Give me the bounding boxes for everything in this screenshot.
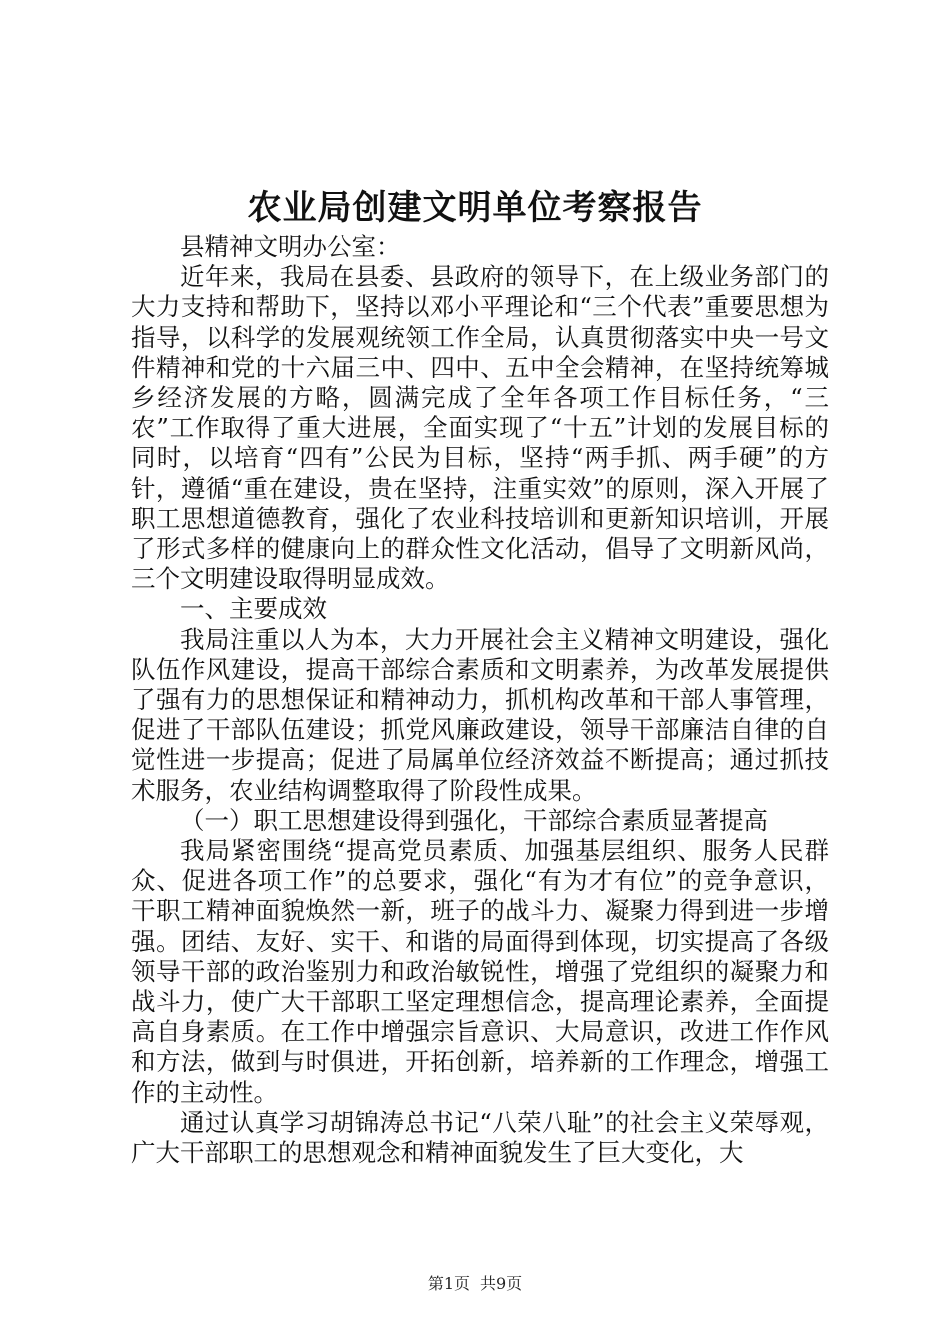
continuation-paragraph: 通过认真学习胡锦涛总书记“八荣八耻”的社会主义荣辱观，广大干部职工的思想观念和精神面貌发生了巨大变化，大 <box>131 1107 829 1168</box>
page-number: 第1页 <box>427 1274 470 1293</box>
page-total: 共9页 <box>480 1274 523 1293</box>
section-heading-main-results: 一、主要成效 <box>180 594 327 624</box>
document-title: 农业局创建文明单位考察报告 <box>247 188 703 228</box>
document-body <box>131 232 829 1168</box>
salutation: 县精神文明办公室： <box>180 232 401 261</box>
page-footer <box>0 1274 950 1294</box>
subsection-paragraph-staff-thought: 我局紧密围绕“提高党员素质、加强基层组织、服务人民群众、促进各项工作”的总要求，强化“有为才有位”的竞争意识，干职工精神面貌焕然一新，班子的战斗力、凝聚力得到进一步增强。团结、友好、实干、和谐的局面得到体现，切实提高了各级领导干部的政治鉴别力和政治敏锐性，增强了党组织的凝聚力和战斗力，使广大干部职工坚定理想信念，提高理论素养，全面提高自身素质。在工作中增强宗旨意识、大局意识，改进工作作风和方法，做到与时俱进，开拓创新，培养新的工作理念，增强工作的主动性。 <box>131 836 829 1107</box>
intro-paragraph: 近年来，我局在县委、县政府的领导下，在上级业务部门的大力支持和帮助下，坚持以邓小平理论和“三个代表”重要思想为指导，以科学的发展观统领工作全局，认真贯彻落实中央一号文件精神和党的十六届三中、四中、五中全会精神，在坚持统筹城乡经济发展的方略，圆满完成了全年各项工作目标任务，“三农”工作取得了重大进展，全面实现了“十五”计划的发展目标的同时，以培育“四有”公民为目标，坚持“两手抓、两手硬”的方针，遵循“重在建设，贵在坚持，注重实效”的原则，深入开展了职工思想道德教育，强化了农业科技培训和更新知识培训，开展了形式多样的健康向上的群众性文化活动，倡导了文明新风尚，三个文明建设取得明显成效。 <box>131 262 829 594</box>
subsection-heading-staff-thought: （一）职工思想建设得到强化，干部综合素质显著提高 <box>180 805 768 835</box>
section-paragraph-main-results: 我局注重以人为本，大力开展社会主义精神文明建设，强化队伍作风建设，提高干部综合素质和文明素养，为改革发展提供了强有力的思想保证和精神动力，抓机构改革和干部人事管理，促进了干部队伍建设；抓党风廉政建设，领导干部廉洁自律的自觉性进一步提高；促进了局属单位经济效益不断提高；通过抓技术服务，农业结构调整取得了阶段性成果。 <box>131 624 829 805</box>
